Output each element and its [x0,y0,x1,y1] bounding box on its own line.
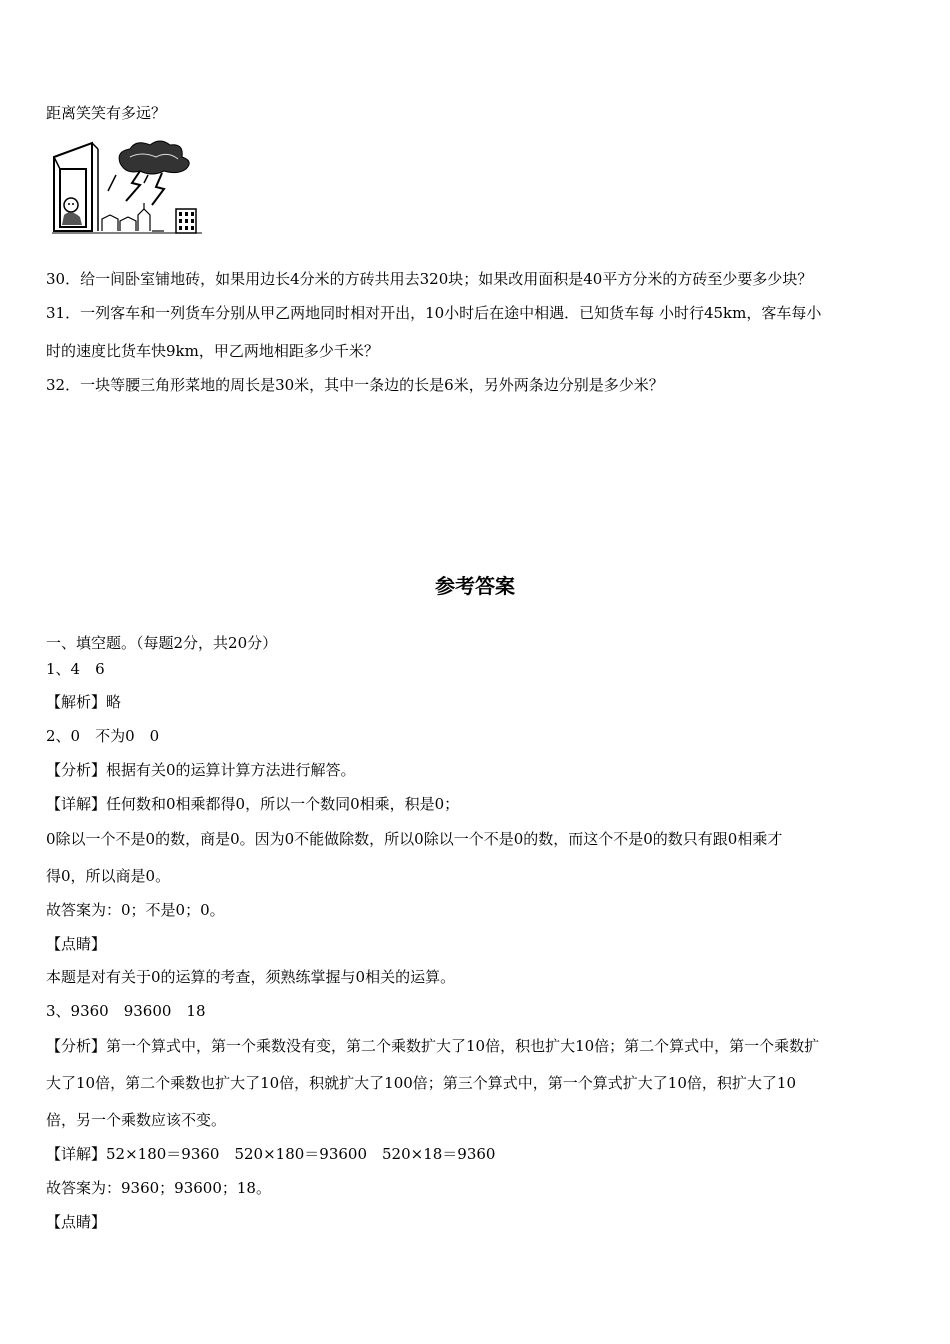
question-30: 30．给一间卧室铺地砖，如果用边长4分米的方砖共用去320块；如果改用面积是40平方分米的方砖至少要多少块？ [46,270,813,288]
answer-2-tip-heading: 【点睛】 [46,935,107,953]
thunderstorm-illustration [52,135,202,237]
answer-3-result: 故答案为：9360；93600；18。 [46,1179,271,1197]
question-31-line1: 31．一列客车和一列货车分别从甲乙两地同时相对开出，10小时后在途中相遇．已知货车每 小时行45km，客车每小 [46,304,822,322]
answer-2-detail-line2: 0除以一个不是0的数，商是0。因为0不能做除数，所以0除以一个不是0的数，而这个不是0的数只有跟0相乘才 [46,830,783,848]
section-heading: 一、填空题。（每题2分，共20分） [46,634,278,652]
answer-2-detail-line3: 得0，所以商是0。 [46,867,171,885]
question-32: 32．一块等腰三角形菜地的周长是30米，其中一条边的长是6米，另外两条边分别是多少米？ [46,376,664,394]
answer-1-analysis: 【解析】略 [46,693,122,711]
answer-2-analysis: 【分析】根据有关0的运算计算方法进行解答。 [46,761,356,779]
answer-3-tip-heading: 【点睛】 [46,1213,107,1231]
answer-3: 3、9360 93600 18 [46,1002,206,1020]
answer-2-tip: 本题是对有关于0的运算的考查，须熟练掌握与0相关的运算。 [46,968,456,986]
answer-2-result: 故答案为：0；不是0；0。 [46,901,225,919]
answer-3-analysis-line1: 【分析】第一个算式中，第一个乘数没有变，第二个乘数扩大了10倍，积也扩大10倍；第二个算式中，第一个乘数扩 [46,1037,820,1055]
answer-2: 2、0 不为0 0 [46,727,160,745]
answer-3-detail: 【详解】52×180＝9360 520×180＝93600 520×18＝9360 [46,1145,496,1163]
answer-1: 1、4 6 [46,660,105,678]
answer-3-analysis-line3: 倍，另一个乘数应该不变。 [46,1111,227,1129]
answer-section-title: 参考答案 [435,574,515,598]
question-31-line2: 时的速度比货车快9km，甲乙两地相距多少千米？ [46,342,379,360]
answer-3-analysis-line2: 大了10倍，第二个乘数也扩大了10倍，积就扩大了100倍；第三个算式中，第一个算式扩大了10倍，积扩大了10 [46,1074,796,1092]
question-29-tail: 距离笑笑有多远？ [46,104,167,122]
answer-2-detail: 【详解】任何数和0相乘都得0，所以一个数同0相乘，积是0； [46,795,460,813]
